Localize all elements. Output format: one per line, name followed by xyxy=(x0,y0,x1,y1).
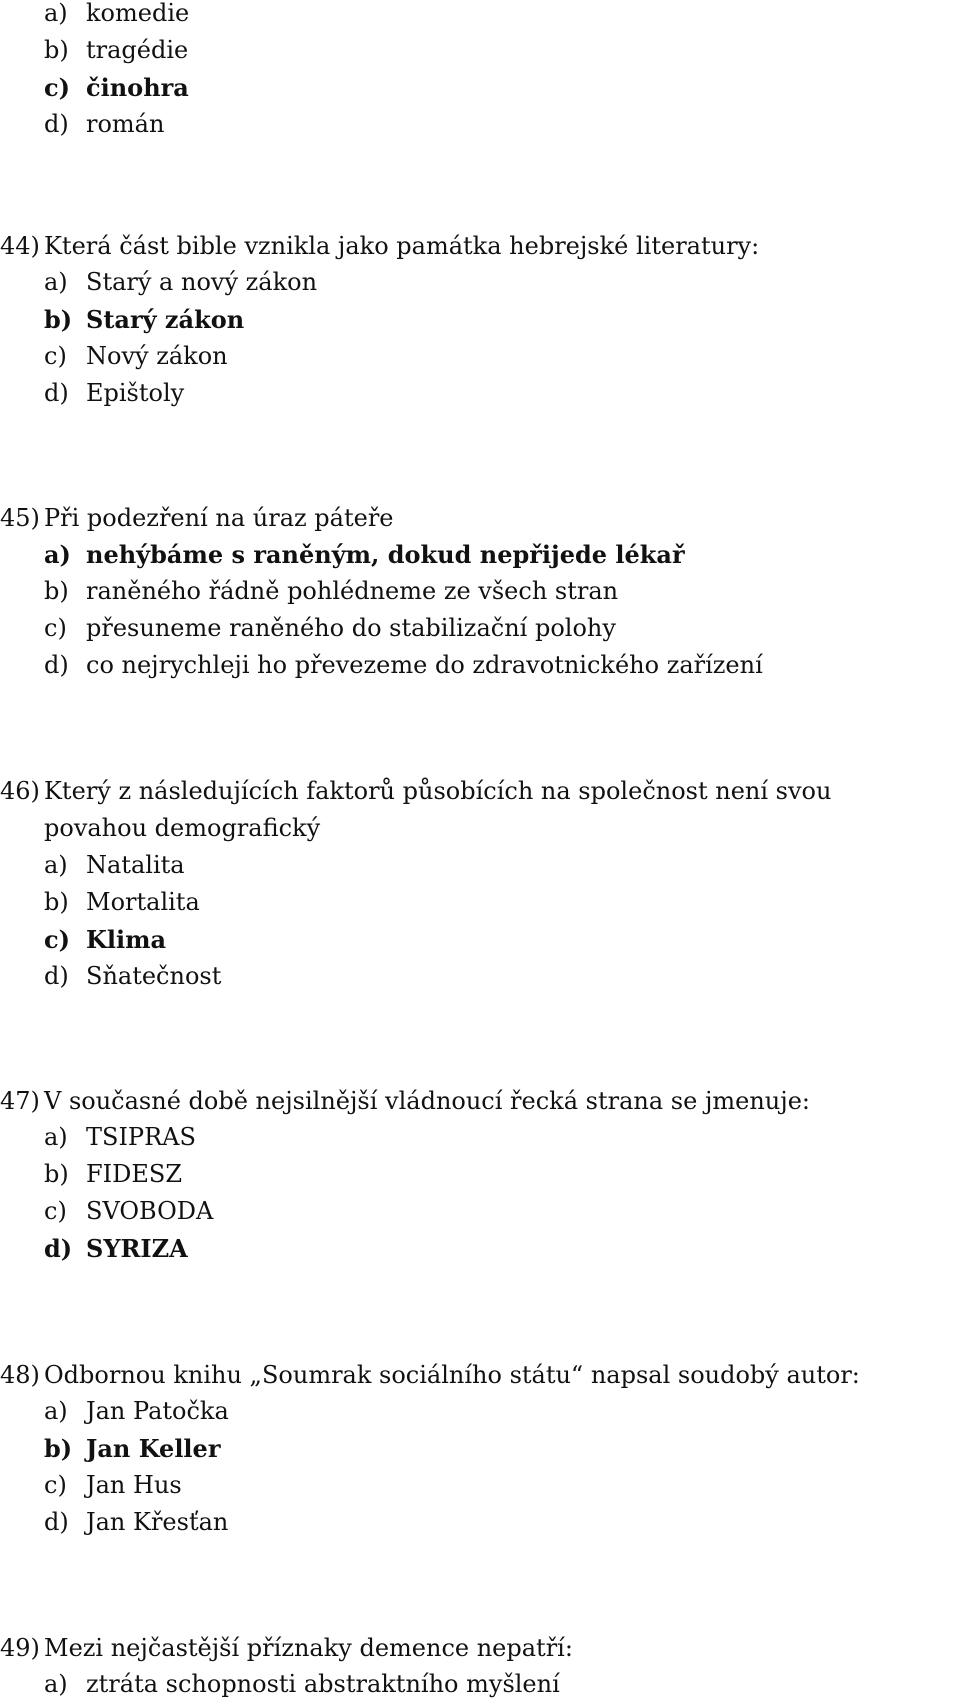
option-46d xyxy=(0,958,940,995)
option-46b xyxy=(0,884,940,921)
option-letter: d) xyxy=(44,1234,73,1263)
option-letter: b) xyxy=(44,1434,73,1463)
question-44 xyxy=(0,228,940,412)
option-text: co nejrychleji ho převezeme do zdravotnického zařízení xyxy=(86,651,763,679)
option-letter: b) xyxy=(44,1160,69,1188)
question-heading xyxy=(0,1630,940,1666)
question-48 xyxy=(0,1357,940,1541)
option-47d-correct xyxy=(0,1230,940,1267)
option-text: Mortalita xyxy=(86,888,200,916)
option-letter: b) xyxy=(44,36,69,64)
option-44b-correct xyxy=(0,301,940,338)
option-48b-correct xyxy=(0,1430,940,1467)
option-44d xyxy=(0,375,940,412)
option-49a xyxy=(0,1666,940,1703)
question-number: 48) xyxy=(0,1361,40,1389)
option-45d xyxy=(0,647,940,684)
question-number: 49) xyxy=(0,1634,40,1662)
option-letter: d) xyxy=(44,1508,69,1536)
option-45b xyxy=(0,573,940,610)
option-letter: a) xyxy=(44,1397,68,1425)
question-text: V současné době nejsilnější vládnoucí řecká strana se jmenuje: xyxy=(44,1087,810,1115)
option-46c-correct xyxy=(0,921,940,958)
option-letter: c) xyxy=(44,925,70,954)
question-text: Která část bible vznikla jako památka hebrejské literatury: xyxy=(44,232,760,260)
option-text: činohra xyxy=(86,73,189,102)
option-text: Epištoly xyxy=(86,379,185,407)
option-45a-correct xyxy=(0,536,940,573)
option-text: komedie xyxy=(86,0,190,27)
option-text: Starý a nový zákon xyxy=(86,268,318,296)
option-text: Sňatečnost xyxy=(86,962,222,990)
question-number: 45) xyxy=(0,504,40,532)
option-text: raněného řádně pohlédneme ze všech stran xyxy=(86,577,619,605)
option-text: SVOBODA xyxy=(86,1197,214,1225)
option-text: Starý zákon xyxy=(86,305,245,334)
option-text: román xyxy=(86,110,165,138)
question-45 xyxy=(0,500,940,684)
option-text: Klima xyxy=(86,925,167,954)
question-heading xyxy=(0,1357,940,1393)
option-letter: d) xyxy=(44,110,69,138)
question-text: Mezi nejčastější příznaky demence nepatří: xyxy=(44,1634,573,1662)
option-48a xyxy=(0,1393,940,1430)
option-text: Natalita xyxy=(86,851,185,879)
option-43c-correct xyxy=(0,69,940,106)
option-47c xyxy=(0,1193,940,1230)
option-text: ztráta schopnosti abstraktního myšlení xyxy=(86,1670,560,1698)
option-letter: c) xyxy=(44,1197,67,1225)
question-47 xyxy=(0,1083,940,1267)
option-letter: a) xyxy=(44,1670,68,1698)
question-46 xyxy=(0,773,940,995)
option-text: Jan Křesťan xyxy=(86,1508,229,1536)
option-text: FIDESZ xyxy=(86,1160,183,1188)
option-text: Jan Hus xyxy=(86,1471,182,1499)
option-letter: c) xyxy=(44,614,67,642)
option-48d xyxy=(0,1504,940,1541)
option-text: Jan Patočka xyxy=(86,1397,229,1425)
question-text: Který z následujících faktorů působících na společnost není svou povahou demografický xyxy=(44,777,832,842)
question-heading xyxy=(0,228,940,264)
option-letter: a) xyxy=(44,268,68,296)
question-heading xyxy=(0,500,940,536)
option-43a xyxy=(0,0,940,32)
question-49 xyxy=(0,1630,940,1703)
option-letter: a) xyxy=(44,1123,68,1151)
option-text: Jan Keller xyxy=(86,1434,221,1463)
option-letter: d) xyxy=(44,962,69,990)
option-48c xyxy=(0,1467,940,1504)
option-text: SYRIZA xyxy=(86,1234,188,1263)
question-43 xyxy=(0,0,940,143)
option-letter: a) xyxy=(44,0,68,27)
option-letter: c) xyxy=(44,342,67,370)
question-number: 44) xyxy=(0,232,40,260)
question-text: Odbornou knihu „Soumrak sociálního státu“ napsal soudobý autor: xyxy=(44,1361,860,1389)
option-letter: d) xyxy=(44,651,69,679)
option-letter: a) xyxy=(44,851,68,879)
option-letter: b) xyxy=(44,888,69,916)
option-letter: a) xyxy=(44,540,71,569)
option-letter: c) xyxy=(44,73,70,102)
option-45c xyxy=(0,610,940,647)
option-text: přesuneme raněného do stabilizační polohy xyxy=(86,614,616,642)
option-text: nehýbáme s raněným, dokud nepřijede lékař xyxy=(86,540,685,569)
option-43d xyxy=(0,106,940,143)
question-number: 47) xyxy=(0,1087,40,1115)
option-47b xyxy=(0,1156,940,1193)
question-heading xyxy=(0,773,940,847)
option-letter: b) xyxy=(44,577,69,605)
option-letter: c) xyxy=(44,1471,67,1499)
option-44a xyxy=(0,264,940,301)
option-47a xyxy=(0,1119,940,1156)
option-letter: b) xyxy=(44,305,73,334)
option-43b xyxy=(0,32,940,69)
question-heading xyxy=(0,1083,940,1119)
option-46a xyxy=(0,847,940,884)
option-letter: d) xyxy=(44,379,69,407)
option-text: Nový zákon xyxy=(86,342,228,370)
question-number: 46) xyxy=(0,777,40,805)
question-text: Při podezření na úraz páteře xyxy=(44,504,394,532)
option-text: tragédie xyxy=(86,36,189,64)
option-44c xyxy=(0,338,940,375)
option-text: TSIPRAS xyxy=(86,1123,196,1151)
